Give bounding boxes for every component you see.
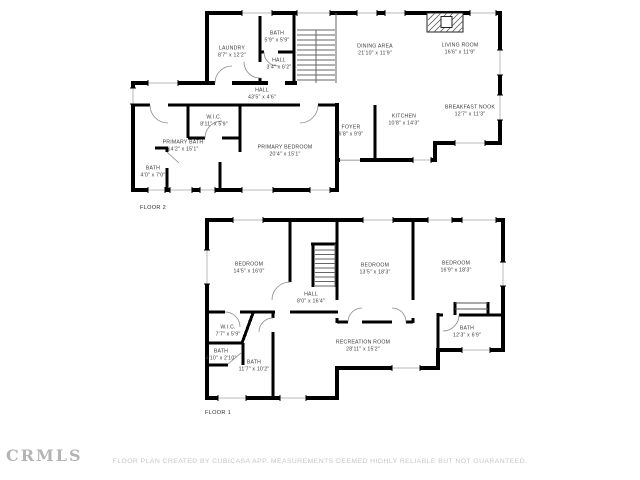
floor2-plan [130, 10, 503, 193]
room-hall-main: HALL 43'5" x 4'6" [248, 87, 276, 100]
stairs-icon-floor2 [297, 13, 336, 83]
room-wic-floor2: W.I.C. 8'11" x 5'9" [200, 114, 228, 127]
room-primary-bedroom: PRIMARY BEDROOM 20'4" x 15'1" [257, 144, 313, 157]
room-primary-bath: PRIMARY BATH 14'2" x 15'1" [162, 139, 204, 152]
room-bath-right: BATH 12'3" x 6'9" [453, 325, 481, 338]
room-bath-floor1: BATH 11'7" x 10'2" [238, 359, 270, 372]
room-bedroom-middle: BEDROOM 13'5" x 18'3" [359, 262, 391, 275]
room-bedroom-left: BEDROOM 14'5" x 16'0" [233, 261, 265, 274]
room-dining-area: DINING AREA 21'10" x 11'9" [357, 43, 393, 56]
room-bath-small-floor2: BATH 4'0" x 7'0" [140, 165, 166, 178]
room-foyer: FOYER 6'8" x 9'9" [338, 124, 364, 137]
room-kitchen: KITCHEN 10'8" x 14'3" [388, 113, 420, 126]
crmls-logo: CRMLS [6, 446, 83, 465]
room-laundry: LAUNDRY 8'7" x 12'2" [218, 45, 246, 58]
room-hall-upper: HALL 3'4" x 6'2" [266, 57, 292, 70]
floor1-label: FLOOR 1 [205, 410, 232, 416]
disclaimer-text: FLOOR PLAN CREATED BY CUBICASA APP. MEASUREMENTS DEEMED HIGHLY RELIABLE BUT NOT GUARANTEED. [112, 458, 528, 465]
room-wic-floor1: W.I.C. 7'7" x 5'9" [215, 324, 241, 337]
room-bath-small-floor1: BATH 4'10" x 2'10" [205, 348, 237, 361]
floor2-label: FLOOR 2 [140, 205, 167, 211]
room-recreation: RECREATION ROOM 28'11" x 15'2" [335, 339, 391, 352]
room-breakfast-nook: BREAKFAST NOOK 12'7" x 11'3" [445, 104, 495, 117]
room-bedroom-right: BEDROOM 16'9" x 18'3" [440, 260, 472, 273]
floor1-plan [204, 217, 506, 401]
room-hall-floor1: HALL 8'0" x 16'4" [297, 291, 325, 304]
fireplace-icon [427, 13, 463, 32]
closet-icon [455, 303, 488, 309]
room-living-room: LIVING ROOM 16'6" x 11'9" [441, 42, 479, 55]
stairs-icon-floor1 [311, 243, 336, 287]
room-bath-upper: BATH 5'9" x 5'9" [264, 30, 290, 43]
